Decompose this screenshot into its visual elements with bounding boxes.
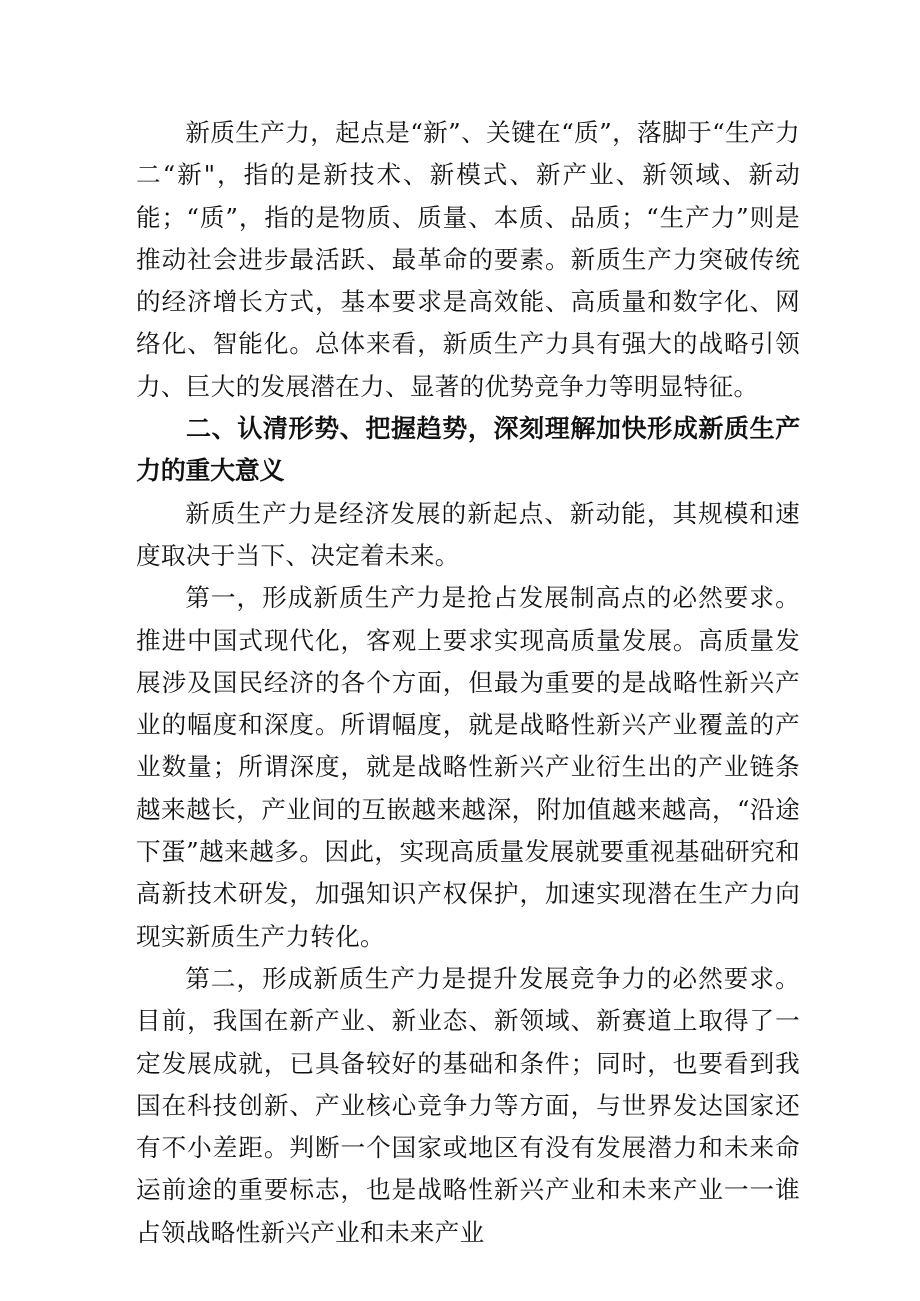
section-heading-2: 二、认清形势、把握趋势，深刻理解加快形成新质生产力的重大意义 [136,414,800,486]
paragraph-intro-significance: 新质生产力是经济发展的新起点、新动能，其规模和速度取决于当下、决定着未来。 [136,498,800,570]
paragraph-new-quality-definition: 新质生产力，起点是“新”、关键在“质”，落脚于“生产力二“新"，指的是新技术、新模式、新产业、新领域、新动能；“质”，指的是物质、质量、本质、品质；“生产力”则是推动社会进步最活跃、最革命的要素。新质生产力突破传统的经济增长方式，基本要求是高效能、高质量和数字化、网络化、智能化。总体来看，新质生产力具有强大的战略引领力、巨大的发展潜在力、显著的优势竞争力等明显特征。 [136,118,800,401]
document-body [136,112,800,1254]
paragraph-first-point: 第一，形成新质生产力是抢占发展制高点的必然要求。推进中国式现代化，客观上要求实现高质量发展。高质量发展涉及国民经济的各个方面，但最为重要的是战略性新兴产业的幅度和深度。所谓幅度，就是战略性新兴产业覆盖的产业数量；所谓深度，就是战略性新兴产业衍生出的产业链条越来越长，产业间的互嵌越来越深，附加值越来越高，“沿途下蛋”越来越多。因此，实现高质量发展就要重视基础研究和高新技术研发，加强知识产权保护，加速实现潜在生产力向现实新质生产力转化。 [136,583,800,951]
paragraph-second-point: 第二，形成新质生产力是提升发展竞争力的必然要求。目前，我国在新产业、新业态、新领域、新赛道上取得了一定发展成就，已具备较好的基础和条件；同时，也要看到我国在科技创新、产业核心竞争力等方面，与世界发达国家还有不小差距。判断一个国家或地区有没有发展潜力和未来命运前途的重要标志，也是战略性新兴产业和未来产业一一谁占领战略性新兴产业和未来产业 [136,963,800,1247]
